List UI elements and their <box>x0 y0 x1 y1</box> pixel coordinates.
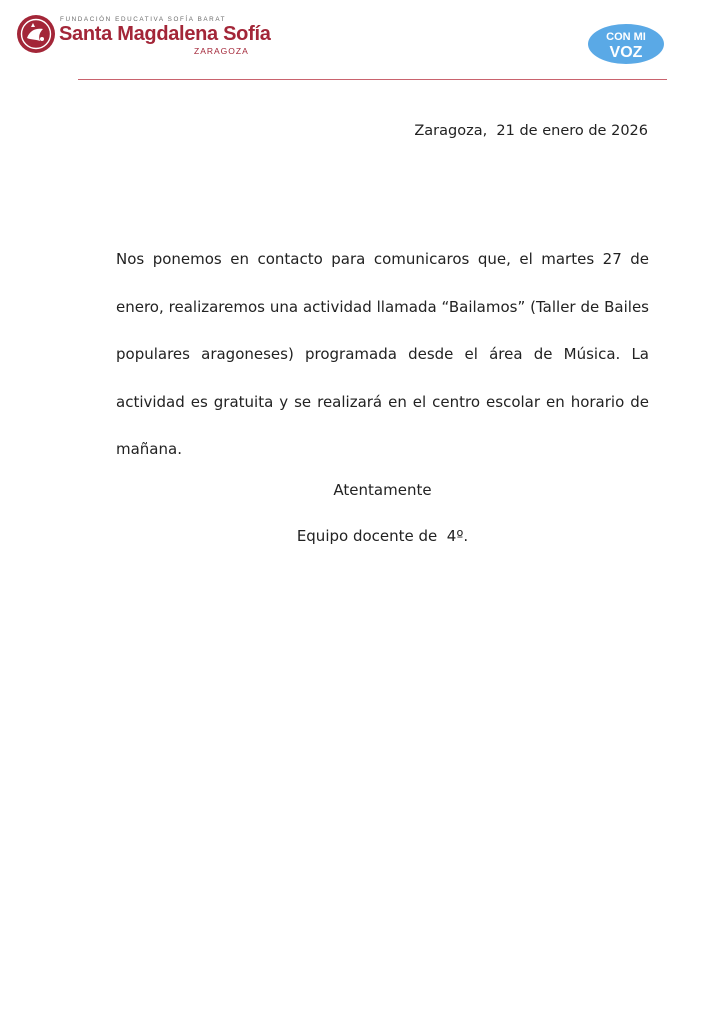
logo-text-line-2: VOZ <box>609 44 643 61</box>
header-divider <box>78 79 667 80</box>
con-mi-voz-logo <box>586 23 666 65</box>
foundation-name: FUNDACIÓN EDUCATIVA SOFÍA BARAT <box>60 16 227 23</box>
school-logo <box>16 14 271 58</box>
letter-closing: Atentamente <box>333 481 432 499</box>
school-seal-icon <box>16 14 56 54</box>
letter-date: Zaragoza, 21 de enero de 2026 <box>414 123 648 139</box>
school-name: Santa Magdalena Sofía <box>59 23 271 45</box>
logo-text-line-1: CON MI <box>606 31 646 43</box>
letterhead <box>0 0 724 82</box>
letter-signature: Equipo docente de 4º. <box>296 527 469 545</box>
letter-body: Nos ponemos en contacto para comunicaros que, el martes 27 de enero, realizaremos una actividad llamada “Bailamos” (Taller de Bailes populares aragoneses) programada desde el área de Música. La actividad es gratuita y se realizará en el centro escolar en horario de mañana. <box>116 250 649 458</box>
school-city: ZARAGOZA <box>194 46 249 56</box>
